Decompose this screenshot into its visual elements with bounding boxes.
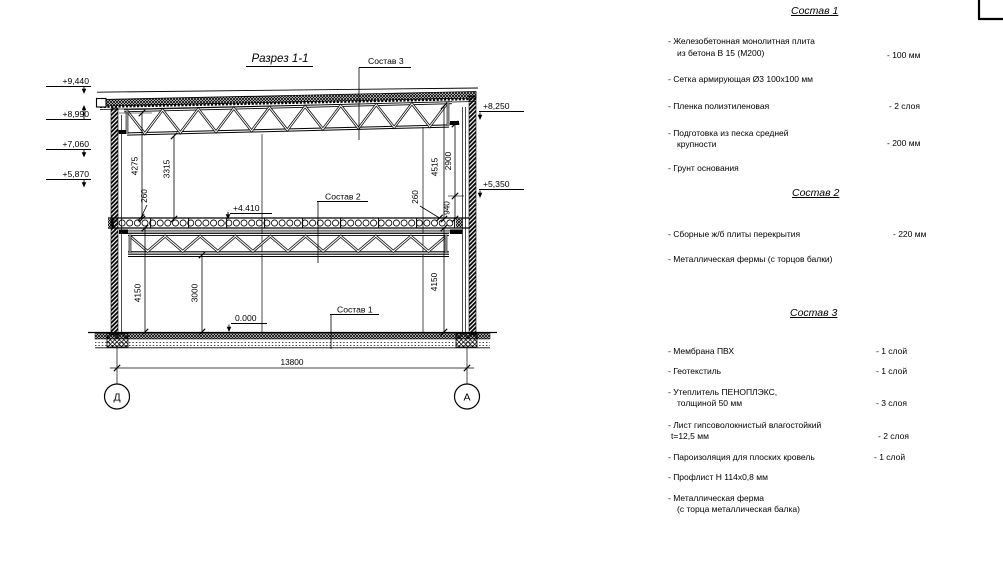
- legend-item-value: - 1 слой: [876, 366, 908, 376]
- axis-label-a: А: [463, 391, 471, 404]
- elevation-8250: +8,250: [483, 101, 510, 111]
- legend-item-value: - 2 слоя: [889, 101, 920, 111]
- roof-truss: [124, 103, 452, 134]
- legend-section-2-title: Состав 2: [792, 187, 840, 199]
- dim-3000: 3000: [189, 283, 200, 303]
- legend-section-3-title: Состав 3: [790, 307, 838, 319]
- callout-sostav-3: Состав 3: [368, 56, 404, 66]
- legend-item: - Лист гипсоволокнистый влагостойкий: [668, 420, 822, 430]
- legend-item-value: - 2 слоя: [878, 431, 909, 441]
- dim-4150-right: 4150: [429, 272, 439, 292]
- callout-sostav-2: Состав 2: [325, 191, 361, 202]
- legend-item: - Сетка армирующая Ø3 100х100 мм: [668, 74, 814, 84]
- dim-3315: 3315: [161, 159, 172, 179]
- legend-item: - Подготовка из песка средней: [668, 128, 789, 138]
- sheet-frame-corner: [978, 0, 1003, 19]
- drawing-title: Разрез 1-1: [251, 53, 309, 65]
- legend-item-line2: толщиной 50 мм: [677, 398, 743, 408]
- dim-940: 940: [441, 201, 452, 215]
- legend-item-value: - 1 слой: [874, 452, 906, 462]
- legend-item-line2: (с торца металлическая балка): [677, 504, 800, 514]
- axis-label-d: Д: [113, 391, 121, 404]
- dim-4150-left: 4150: [132, 283, 143, 303]
- legend-item: - Металлическая фермы (с торцов балки): [668, 254, 833, 264]
- legend-item: - Профлист Н 114х0,8 мм: [668, 472, 768, 482]
- legend-item: - Утеплитель ПЕНОПЛЭКС,: [668, 387, 778, 397]
- legend-item: - Грунт основания: [668, 163, 739, 173]
- legend-item: - Пароизоляция для плоских кровель: [668, 452, 815, 462]
- ground-slab: [88, 333, 497, 348]
- dim-260-right: 260: [410, 190, 420, 204]
- dim-4515: 4515: [429, 157, 440, 177]
- elevation-5350: +5,350: [483, 179, 510, 189]
- legend-section-1-title: Состав 1: [791, 5, 839, 17]
- elevation-8990: +8,990: [62, 109, 89, 119]
- floor-truss: [128, 235, 449, 257]
- legend-item: - Металлическая ферма: [668, 493, 765, 503]
- legend-item-value: - 220 мм: [893, 229, 927, 239]
- legend-item: - Железобетонная монолитная плита: [668, 36, 815, 46]
- dim-2900: 2900: [443, 151, 453, 171]
- elevation-4410: +4.410: [233, 203, 260, 213]
- elevation-0000: 0.000: [235, 313, 257, 323]
- legend-item-line2: крупности: [677, 139, 717, 149]
- elevation-9440: +9,440: [62, 76, 89, 86]
- dim-260-left: 260: [139, 189, 149, 203]
- legend-item-value: - 1 слой: [876, 346, 908, 356]
- legend-item: - Геотекстиль: [668, 366, 722, 376]
- dim-13800: 13800: [280, 357, 304, 367]
- legend-item: - Пленка полиэтиленовая: [668, 101, 770, 111]
- legend-item-value: - 200 мм: [887, 138, 921, 148]
- floor-slab: [108, 218, 469, 234]
- legend-item-line2: из бетона В 15 (М200): [677, 48, 765, 58]
- legend-item-value: - 3 слоя: [876, 398, 907, 408]
- legend-item-line2: t=12,5 мм: [671, 431, 709, 441]
- elevation-5870: +5,870: [62, 169, 89, 179]
- legend-item: - Мембрана ПВХ: [668, 346, 735, 356]
- callout-sostav-1: Состав 1: [337, 304, 373, 315]
- legend-item: - Сборные ж/б плиты перекрытия: [668, 229, 801, 239]
- dim-4275: 4275: [129, 156, 140, 176]
- elevation-7060: +7,060: [62, 139, 89, 149]
- legend-item-value: - 100 мм: [887, 50, 921, 60]
